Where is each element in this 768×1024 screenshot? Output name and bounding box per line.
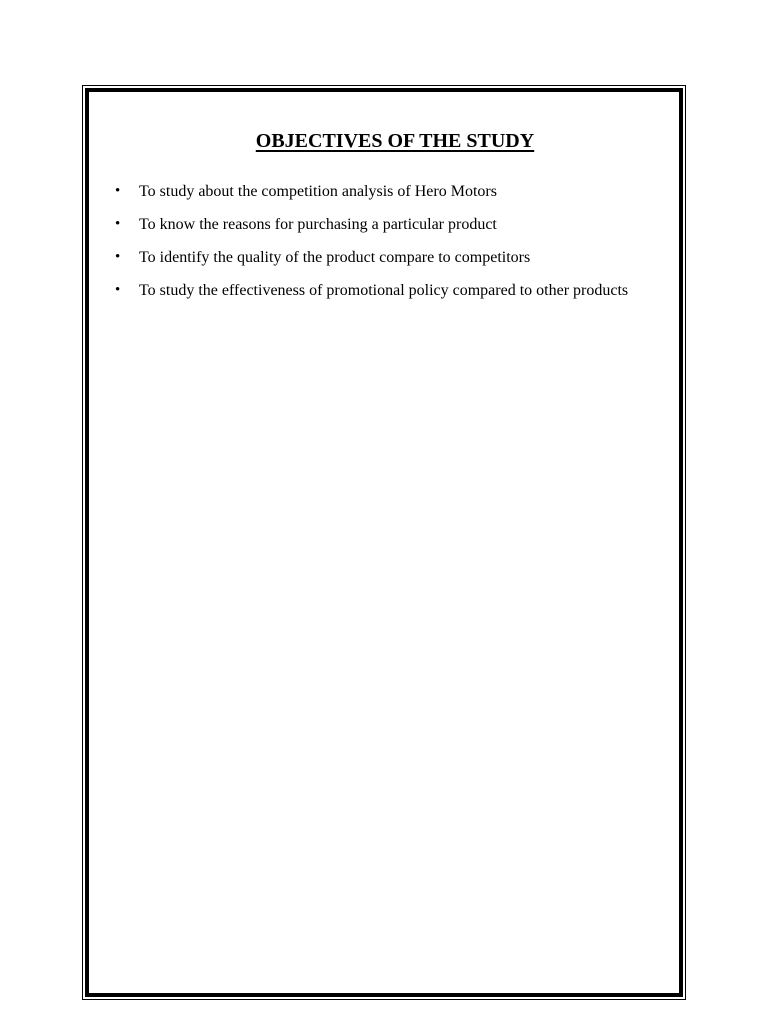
bullet-icon: • [115, 183, 121, 199]
page-title-text: OBJECTIVES OF THE STUDY [255, 130, 535, 152]
objective-item [115, 176, 675, 207]
bullet-icon: • [115, 282, 121, 298]
objective-text: To identify the quality of the product compare to competitors [139, 249, 531, 266]
objective-item [115, 242, 675, 273]
objective-text: To study the effectiveness of promotional policy compared to other products [139, 282, 629, 299]
objective-item [115, 275, 675, 306]
objective-item [115, 209, 675, 240]
page-title [115, 126, 675, 156]
objective-text: To know the reasons for purchasing a particular product [139, 216, 497, 233]
objectives-list [115, 176, 675, 306]
document-content [115, 126, 675, 308]
bullet-icon: • [115, 216, 121, 232]
bullet-icon: • [115, 249, 121, 265]
objective-text: To study about the competition analysis of Hero Motors [139, 183, 497, 200]
